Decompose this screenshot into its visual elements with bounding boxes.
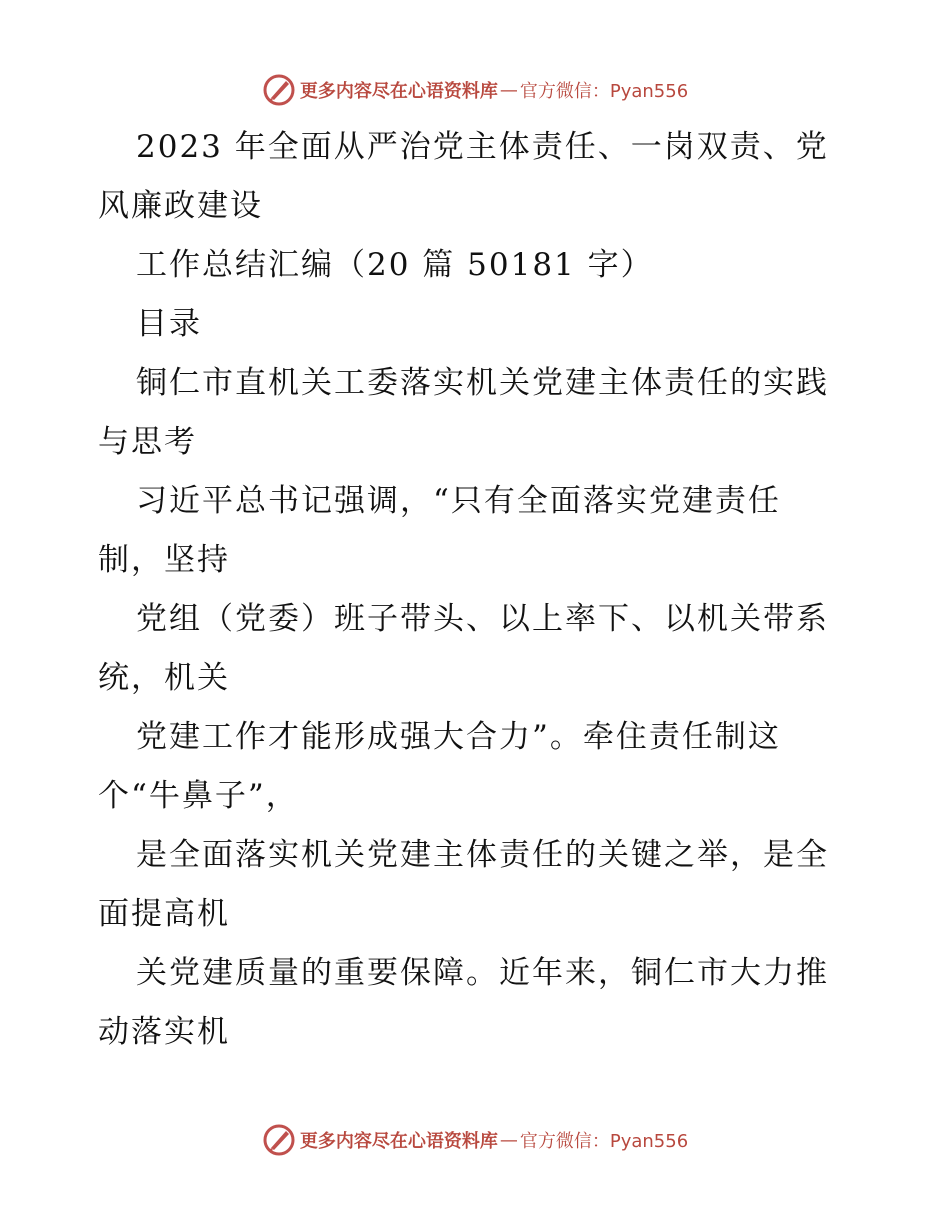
- document-line: 风廉政建设: [98, 188, 263, 224]
- document-line: 动落实机: [98, 1014, 230, 1050]
- watermark-brand: 更多内容尽在心语资料库: [299, 81, 498, 102]
- document-line: 制，坚持: [98, 542, 230, 578]
- document-line: 统，机关: [98, 660, 230, 696]
- watermark-contact: 官方微信：Pyan556: [519, 1131, 689, 1152]
- document-line: 个“牛鼻子”，: [98, 778, 299, 814]
- watermark-brand: 更多内容尽在心语资料库: [299, 1131, 498, 1152]
- document-line: 习近平总书记强调，“只有全面落实党建责任: [136, 483, 781, 519]
- document-line: 关党建质量的重要保障。近年来，铜仁市大力推: [136, 955, 829, 991]
- document-line: 党建工作才能形成强大合力”。牵住责任制这: [136, 719, 781, 755]
- footer-watermark: [0, 1120, 950, 1160]
- watermark-separator: —: [499, 1129, 518, 1151]
- header-watermark: [0, 70, 950, 110]
- document-line: 是全面落实机关党建主体责任的关键之举，是全: [136, 837, 829, 873]
- document-line: 工作总结汇编（20 篇 50181 字）: [136, 247, 654, 283]
- document-line: 2023 年全面从严治党主体责任、一岗双责、党: [136, 129, 829, 165]
- document-line: 面提高机: [98, 896, 230, 932]
- document-line: 铜仁市直机关工委落实机关党建主体责任的实践: [136, 365, 829, 401]
- quill-pen-logo-icon: [262, 1123, 296, 1157]
- quill-pen-logo-icon: [262, 73, 296, 107]
- document-line: 党组（党委）班子带头、以上率下、以机关带系: [136, 601, 829, 637]
- document-body: [98, 118, 858, 1062]
- document-line: 与思考: [98, 424, 197, 460]
- watermark-contact: 官方微信：Pyan556: [519, 81, 689, 102]
- document-line: 目录: [136, 306, 202, 342]
- watermark-separator: —: [499, 79, 518, 101]
